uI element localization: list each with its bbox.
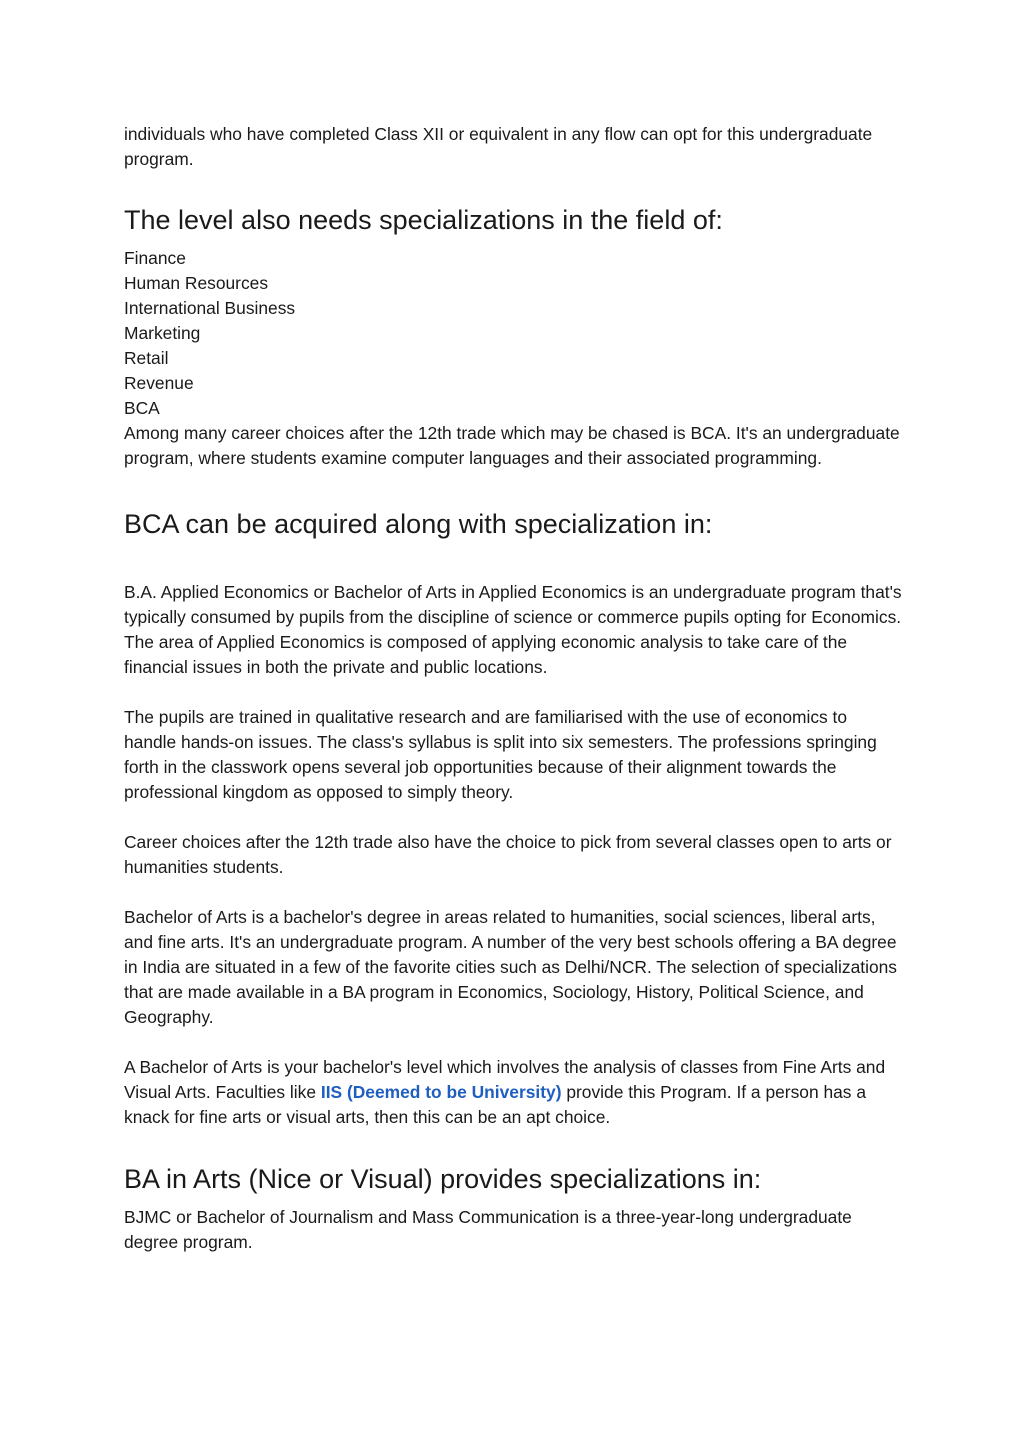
fine-arts-text-after: provide this Program. If a person has a knack for fine arts or visual arts, then this can be an apt choice. xyxy=(124,1082,866,1127)
heading-ba-arts: BA in Arts (Nice or Visual) provides specializations in: xyxy=(124,1164,762,1194)
career-choices-paragraph: Career choices after the 12th trade also have the choice to pick from several classes open to arts or humanities students. xyxy=(124,832,892,877)
list-item: Revenue xyxy=(124,373,194,393)
applied-economics-paragraph: B.A. Applied Economics or Bachelor of Arts in Applied Economics is an undergraduate program that's typically consumed by pupils from the discipline of science or commerce pupils opting for Economics. The area of Applied Economics is composed of applying economic analysis to take care of the financial issues in both the private and public locations. xyxy=(124,582,902,677)
fine-arts-paragraph xyxy=(124,1055,904,1130)
list-item: Retail xyxy=(124,348,169,368)
heading-specializations: The level also needs specializations in the field of: xyxy=(124,205,723,235)
fine-arts-text-before: A Bachelor of Arts is your bachelor's level which involves the analysis of classes from Fine Arts and Visual Arts. Faculties like xyxy=(124,1057,886,1102)
list-item: Human Resources xyxy=(124,273,269,293)
bca-paragraph: Among many career choices after the 12th trade which may be chased is BCA. It's an undergraduate program, where students examine computer languages and their associated programming. xyxy=(124,423,900,468)
intro-paragraph: individuals who have completed Class XII or equivalent in any flow can opt for this undergraduate program. xyxy=(124,124,873,169)
pupils-trained-paragraph: The pupils are trained in qualitative research and are familiarised with the use of economics to handle hands-on issues. The class's syllabus is split into six semesters. The professions springing forth in the classwork opens several job opportunities because of their alignment towards the professional kingdom as opposed to simply theory. xyxy=(124,707,877,802)
iis-university-link[interactable]: IIS (Deemed to be University) xyxy=(320,1082,562,1102)
list-item: BCA xyxy=(124,398,160,418)
heading-bca: BCA can be acquired along with specialization in: xyxy=(124,509,713,539)
bachelor-of-arts-paragraph: Bachelor of Arts is a bachelor's degree in areas related to humanities, social sciences, liberal arts, and fine arts. It's an undergraduate program. A number of the very best schools offering a BA degree in India are situated in a few of the favorite cities such as Delhi/NCR. The selection of specializations that are made available in a BA program in Economics, Sociology, History, Political Science, and Geography. xyxy=(124,907,897,1027)
list-item: Finance xyxy=(124,248,186,268)
list-item: International Business xyxy=(124,298,296,318)
bjmc-paragraph: BJMC or Bachelor of Journalism and Mass Communication is a three-year-long undergraduate degree program. xyxy=(124,1207,852,1252)
specializations-list xyxy=(124,246,904,421)
list-item: Marketing xyxy=(124,323,201,343)
